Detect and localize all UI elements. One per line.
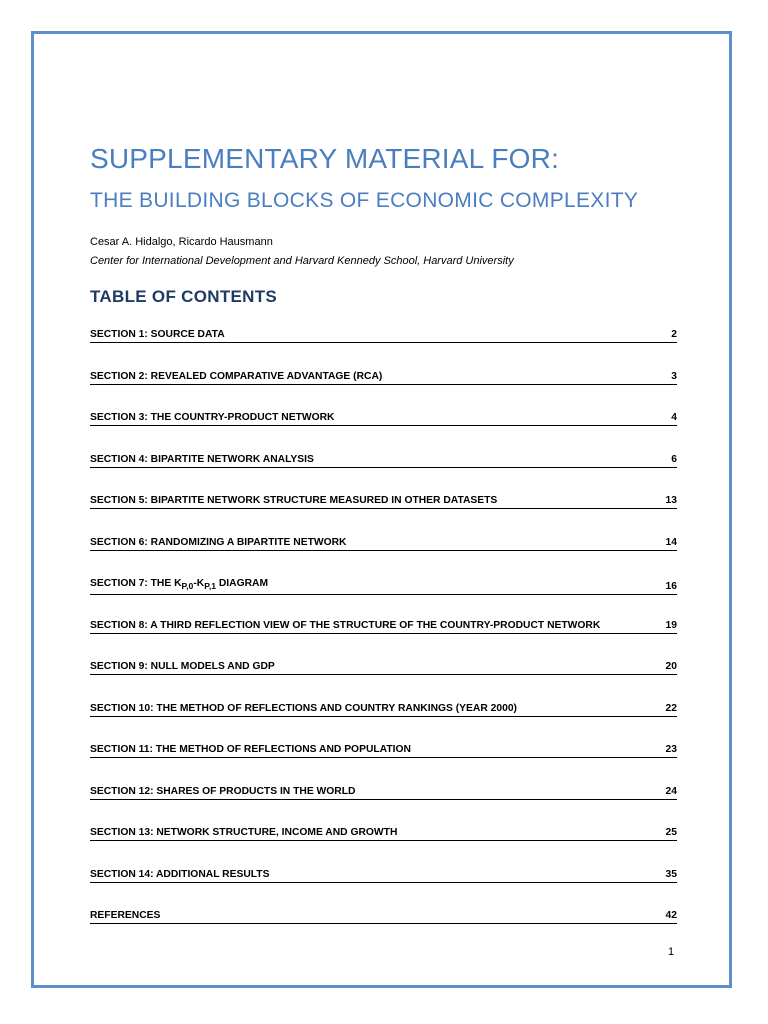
page-number: 1 xyxy=(668,946,675,958)
toc-entry xyxy=(90,868,677,910)
toc-entry xyxy=(90,577,677,619)
toc-link[interactable] xyxy=(90,619,677,634)
toc-entry-page: 42 xyxy=(665,910,677,921)
toc-entry-title: SECTION 9: NULL MODELS AND GDP xyxy=(90,661,275,672)
toc-link[interactable] xyxy=(90,826,677,841)
toc-link[interactable] xyxy=(90,536,677,551)
toc-link[interactable] xyxy=(90,370,677,385)
toc-entry-page: 35 xyxy=(665,868,677,880)
authors: Cesar A. Hidalgo, Ricardo Hausmann xyxy=(90,236,273,248)
toc-entry-page: 19 xyxy=(665,619,677,631)
toc-entry-page: 23 xyxy=(665,744,677,755)
toc-entry xyxy=(90,411,677,453)
toc-entry-page: 4 xyxy=(671,412,677,423)
toc-entry-title: SECTION 10: THE METHOD OF REFLECTIONS AND COUNTRY RANKINGS (YEAR 2000) xyxy=(90,702,517,714)
toc-entry xyxy=(90,826,677,868)
toc-entry-page: 6 xyxy=(671,453,677,465)
toc-entry xyxy=(90,619,677,661)
toc-entry-page: 22 xyxy=(665,702,677,714)
toc-entry xyxy=(90,660,677,702)
toc-entry-title-mid: -K xyxy=(193,578,205,589)
toc-entry-page: 16 xyxy=(665,581,677,593)
toc-entry xyxy=(90,785,677,827)
toc-entry-page: 25 xyxy=(665,827,677,838)
toc-entry xyxy=(90,370,677,412)
toc-entry xyxy=(90,453,677,495)
toc-entry-title-prefix: SECTION 7: THE K xyxy=(90,578,182,589)
toc-entry-title: SECTION 1: SOURCE DATA xyxy=(90,329,225,340)
toc-entry-title xyxy=(90,577,268,593)
toc-entry-title: REFERENCES xyxy=(90,910,161,921)
document-subtitle: THE BUILDING BLOCKS OF ECONOMIC COMPLEXITY xyxy=(90,189,639,212)
toc-link[interactable] xyxy=(90,660,677,675)
toc-link[interactable] xyxy=(90,868,677,883)
toc-link[interactable] xyxy=(90,702,677,717)
toc-link[interactable] xyxy=(90,785,677,800)
toc-entry-title: SECTION 14: ADDITIONAL RESULTS xyxy=(90,868,270,880)
affiliation: Center for International Development and Harvard Kennedy School, Harvard University xyxy=(90,255,514,267)
toc-entry xyxy=(90,328,677,370)
document-title: SUPPLEMENTARY MATERIAL FOR: xyxy=(90,143,560,174)
toc-entry-title: SECTION 11: THE METHOD OF REFLECTIONS AND POPULATION xyxy=(90,744,411,755)
toc-entry xyxy=(90,702,677,744)
toc-entry-title: SECTION 8: A THIRD REFLECTION VIEW OF THE STRUCTURE OF THE COUNTRY-PRODUCT NETWORK xyxy=(90,619,601,631)
toc-entry-page: 3 xyxy=(671,370,677,382)
toc-entry-page: 24 xyxy=(665,785,677,797)
toc-entry-subscript: P,1 xyxy=(204,581,216,592)
toc-entry-title: SECTION 5: BIPARTITE NETWORK STRUCTURE MEASURED IN OTHER DATASETS xyxy=(90,495,498,506)
toc-link[interactable] xyxy=(90,328,677,343)
toc-entry-page: 13 xyxy=(665,495,677,506)
toc-entry-page: 20 xyxy=(665,661,677,672)
toc-entry xyxy=(90,743,677,785)
toc-entry-title-suffix: DIAGRAM xyxy=(215,578,269,589)
toc-entry xyxy=(90,909,677,951)
toc-entry-title: SECTION 4: BIPARTITE NETWORK ANALYSIS xyxy=(90,453,314,465)
toc-link[interactable] xyxy=(90,577,677,595)
toc-entry xyxy=(90,494,677,536)
toc-entry-title: SECTION 6: RANDOMIZING A BIPARTITE NETWORK xyxy=(90,536,347,548)
toc-entry-title: SECTION 12: SHARES OF PRODUCTS IN THE WORLD xyxy=(90,785,356,797)
toc-heading: TABLE OF CONTENTS xyxy=(90,287,278,306)
toc-entry-page: 14 xyxy=(665,536,677,548)
toc-entry-page: 2 xyxy=(671,329,677,340)
table-of-contents xyxy=(90,328,677,951)
toc-entry xyxy=(90,536,677,578)
toc-link[interactable] xyxy=(90,494,677,509)
toc-link[interactable] xyxy=(90,909,677,924)
toc-entry-title: SECTION 13: NETWORK STRUCTURE, INCOME AND GROWTH xyxy=(90,827,398,838)
toc-link[interactable] xyxy=(90,453,677,468)
toc-link[interactable] xyxy=(90,743,677,758)
toc-entry-subscript: P,0 xyxy=(181,581,194,592)
toc-link[interactable] xyxy=(90,411,677,426)
toc-entry-title: SECTION 3: THE COUNTRY-PRODUCT NETWORK xyxy=(90,412,335,423)
toc-entry-title: SECTION 2: REVEALED COMPARATIVE ADVANTAGE (RCA) xyxy=(90,370,383,382)
